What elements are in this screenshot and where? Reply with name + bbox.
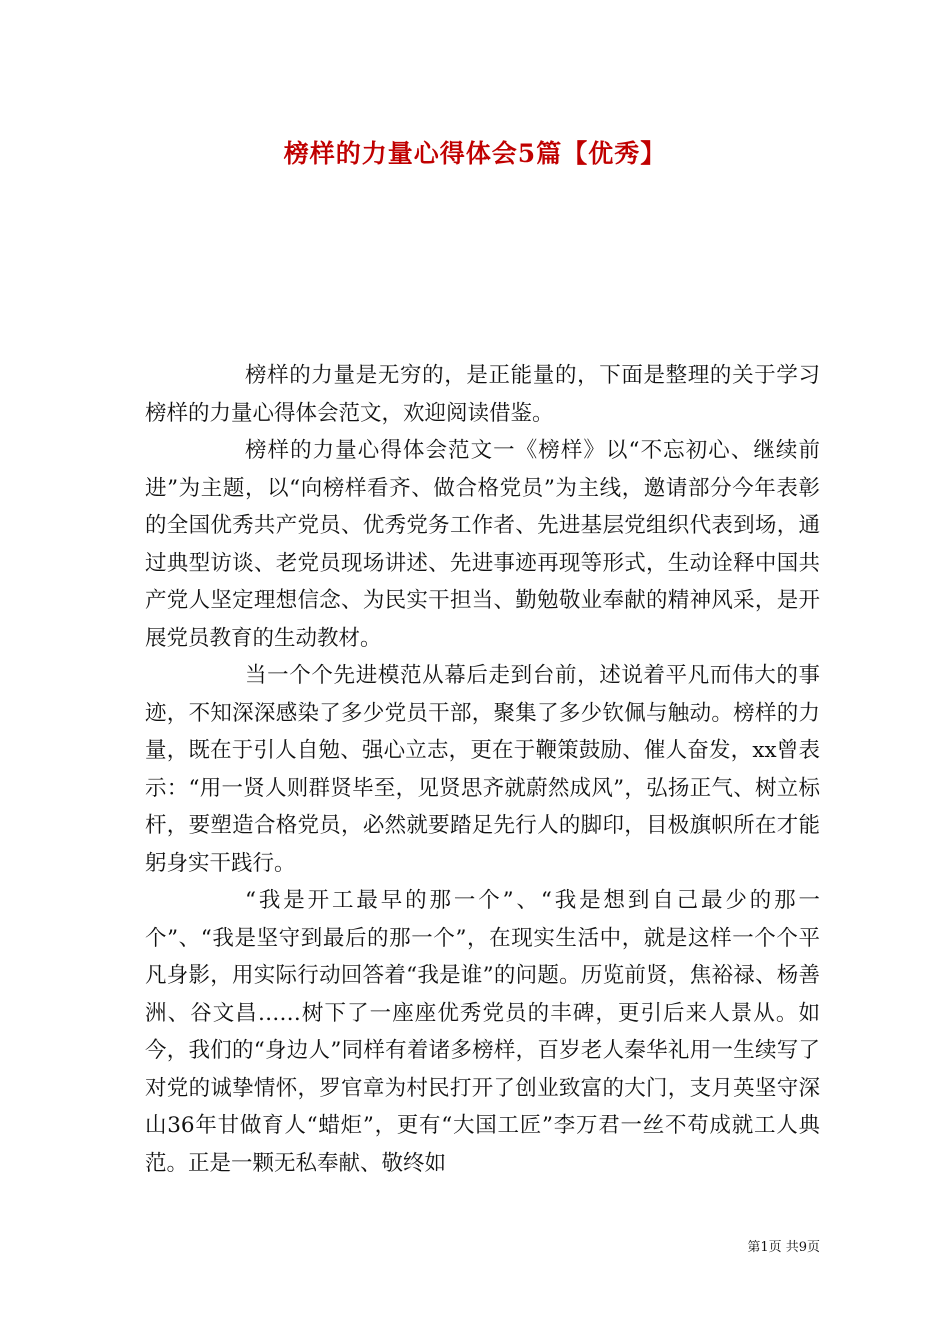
paragraph-intro: 榜样的力量是无穷的，是正能量的，下面是整理的关于学习榜样的力量心得体会范文，欢迎阅读借鉴。 [145, 363, 820, 426]
paragraph-ordinary-figures: “我是开工最早的那一个”、“我是想到自己最少的那一个”、“我是坚守到最后的那一个”，在现实生活中，就是这样一个个平凡身影，用实际行动回答着“我是谁”的问题。历览前贤，焦裕禄、杨善洲、谷文昌……树下了一座座优秀党员的丰碑，更引后来人景从。如今，我们的“身边人”同样有着诸多榜样，百岁老人秦华礼用一生续写了对党的诚挚情怀，罗官章为村民打开了创业致富的大门，支月英坚守深山36年甘做育人“蜡炬”，更有“大国工匠”李万君一丝不苟成就工人典范。正是一颗无私奉献、敬终如 [145, 888, 820, 1176]
document-title: 榜样的力量心得体会5篇【优秀】 [283, 139, 667, 168]
page-number: 第1页 共9页 [747, 1240, 820, 1255]
document-body [145, 357, 820, 1182]
paragraph-sample-one: 榜样的力量心得体会范文一《榜样》以“不忘初心、继续前进”为主题，以“向榜样看齐、做合格党员”为主线，邀请部分今年表彰的全国优秀共产党员、优秀党务工作者、先进基层党组织代表到场，通过典型访谈、老党员现场讲述、先进事迹再现等形式，生动诠释中国共产党人坚定理想信念、为民实干担当、勤勉敬业奉献的精神风采，是开展党员教育的生动教材。 [145, 438, 820, 651]
paragraph-models: 当一个个先进模范从幕后走到台前，述说着平凡而伟大的事迹，不知深深感染了多少党员干部，聚集了多少钦佩与触动。榜样的力量，既在于引人自勉、强心立志，更在于鞭策鼓励、催人奋发，xx曾表示：“用一贤人则群贤毕至，见贤思齐就蔚然成风”，弘扬正气、树立标杆，要塑造合格党员，必然就要踏足先行人的脚印，目极旗帜所在才能躬身实干践行。 [145, 663, 820, 876]
